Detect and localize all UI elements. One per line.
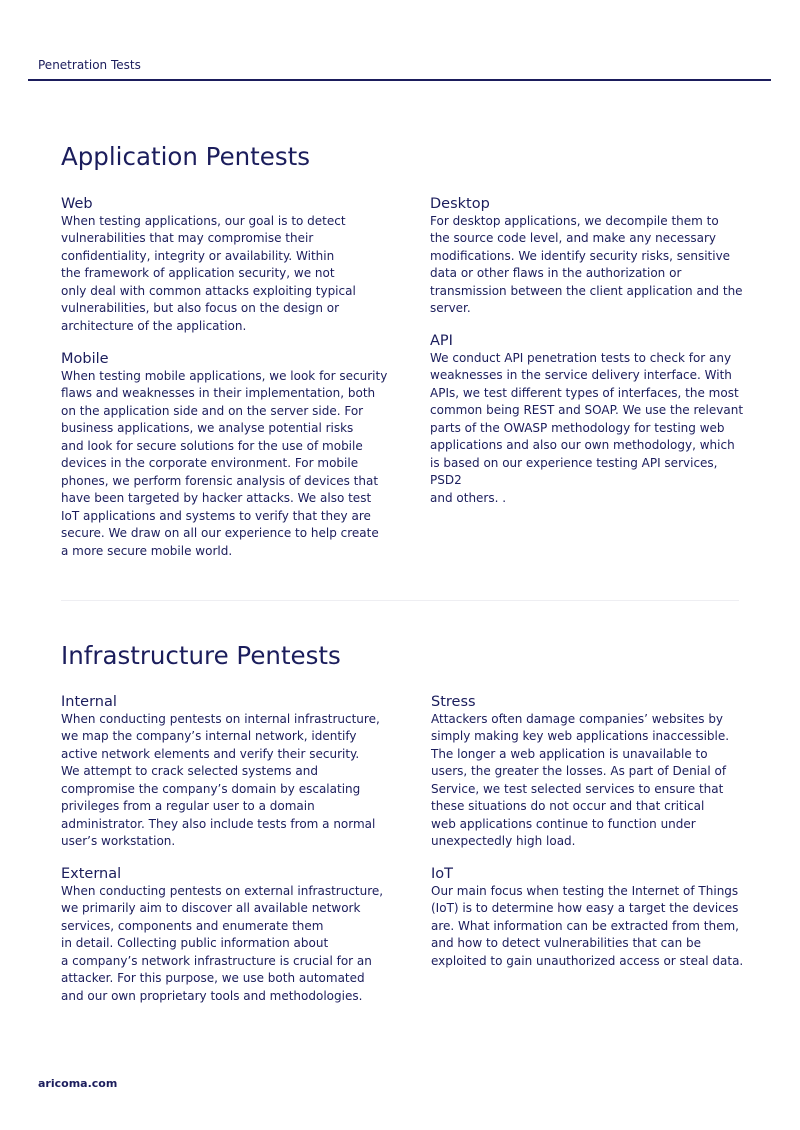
block-external [61, 865, 391, 1005]
section-title-application: Application Pentests [61, 142, 310, 171]
infrastructure-pentests-section [61, 641, 744, 1021]
block-heading-desktop: Desktop [430, 196, 490, 212]
block-text-stress: Attackers often damage companies’ websites by simply making key web applications inaccessible. The longer a web application is unavailable to users, the greater the losses. As part of Denial of Service, we test selected services to ensure that these situations do not occur and that critical web applications continue to function under unexpectedly high load. [431, 712, 730, 849]
header-title: Penetration Tests [38, 58, 141, 72]
block-heading-external: External [61, 866, 122, 882]
block-heading-internal: Internal [61, 694, 117, 710]
block-text-iot: Our main focus when testing the Internet of Things (IoT) is to determine how easy a target the devices are. What information can be extracted from them, and how to detect vulnerabilities that can be exploited to gain unauthorized access or steal data. [431, 884, 744, 968]
block-heading-api: API [430, 333, 453, 349]
application-pentests-section [61, 142, 744, 582]
footer-site-link[interactable]: aricoma.com [38, 1077, 118, 1090]
section-divider [61, 600, 739, 601]
block-heading-mobile: Mobile [61, 351, 109, 367]
block-text-external: When conducting pentests on external infrastructure, we primarily aim to discover all available network services, components and enumerate them in detail. Collecting public information about a company’s network infrastructure is crucial for an attacker. For this purpose, we use both automated and our own proprietary tools and methodologies. [61, 884, 384, 1003]
block-desktop [430, 195, 750, 318]
block-text-desktop: For desktop applications, we decompile them to the source code level, and make any necessary modifications. We identify security risks, sensitive data or other flaws in the authorization or transmission between the client application and the server. [430, 214, 743, 316]
block-heading-iot: IoT [431, 866, 454, 882]
block-heading-web: Web [61, 196, 93, 212]
block-mobile [61, 350, 391, 560]
block-internal [61, 693, 391, 851]
block-heading-stress: Stress [431, 694, 476, 710]
block-text-mobile: When testing mobile applications, we look for security flaws and weaknesses in their implementation, both on the application side and on the server side. For business applications, we analyse potential risks and look for secure solutions for the use of mobile devices in the corporate environment. For mobile phones, we perform forensic analysis of devices that have been targeted by hacker attacks. We also test IoT applications and systems to verify that they are secure. We draw on all our experience to help create a more secure mobile world. [61, 369, 388, 558]
block-iot [431, 865, 751, 970]
section-title-infrastructure: Infrastructure Pentests [61, 641, 341, 670]
header-divider [28, 79, 771, 81]
block-api [430, 332, 750, 507]
block-web [61, 195, 391, 335]
block-text-api: We conduct API penetration tests to check for any weaknesses in the service delivery interface. With APIs, we test different types of interfaces, the most common being REST and SOAP. We use the relevant parts of the OWASP methodology for testing web applications and also our own methodology, which is based on our experience testing API services, PSD2 and others. . [430, 351, 744, 505]
block-stress [431, 693, 751, 851]
block-text-internal: When conducting pentests on internal infrastructure, we map the company’s internal network, identify active network elements and verify their security. We attempt to crack selected systems and compromise the company’s domain by escalating privileges from a regular user to a domain administrator. They also include tests from a normal user’s workstation. [61, 712, 380, 849]
block-text-web: When testing applications, our goal is to detect vulnerabilities that may compromise their confidentiality, integrity or availability. Within the framework of application security, we not only deal with common attacks exploiting typical vulnerabilities, but also focus on the design or architecture of the application. [61, 214, 356, 333]
